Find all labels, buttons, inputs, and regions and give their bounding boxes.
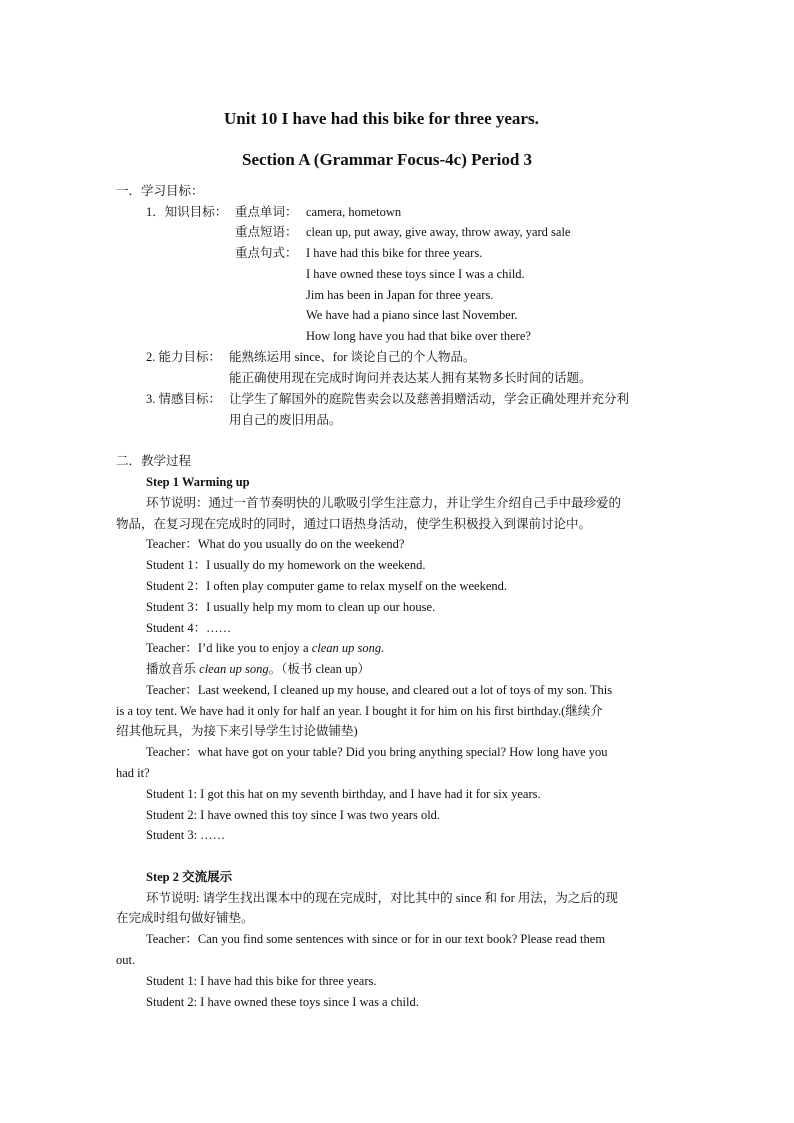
teacher-question-line: Teacher：what have got on your table? Did you bring anything special? How long have you: [146, 745, 608, 759]
dialogue-line: Student 4：……: [146, 621, 232, 635]
teacher-paragraph-line: is a toy tent. We have had it only for half an year. I bought it for him on his first birthday.(继续介: [116, 704, 603, 718]
student-answer: Student 1: I got this hat on my seventh birthday, and I have had it for six years.: [146, 787, 541, 801]
step1-note: 环节说明：通过一首节奏明快的儿歌吸引学生注意力，并让学生介绍自己手中最珍爱的: [146, 496, 622, 510]
music-line: [146, 661, 370, 677]
ability-line: 能熟练运用 since、for 谈论自己的个人物品。: [229, 350, 476, 364]
dialogue-line: Student 2：I often play computer game to relax myself on the weekend.: [146, 579, 508, 593]
objectives-heading: 一．学习目标：: [116, 184, 204, 198]
step1-title: Step 1 Warming up: [146, 475, 250, 489]
dialogue-line: Student 3：I usually help my mom to clean up our house.: [146, 600, 436, 614]
student-answer: Student 2: I have owned these toys since I was a child.: [146, 995, 419, 1009]
teacher-paragraph-line: 绍其他玩具，为接下来引导学生讨论做铺垫): [116, 724, 358, 738]
words-label: 重点单词：: [235, 205, 298, 219]
sentence-item: We have had a piano since last November.: [306, 308, 518, 322]
unit-title: Unit 10 I have had this bike for three years.: [224, 109, 539, 128]
knowledge-label: 1．知识目标：: [146, 205, 228, 219]
dialogue-line: Student 1：I usually do my homework on the weekend.: [146, 558, 426, 572]
words-text: camera, hometown: [306, 205, 402, 219]
section-title: Section A (Grammar Focus-4c) Period 3: [242, 150, 533, 169]
enjoy-song: clean up song.: [311, 641, 385, 655]
teacher-question-line: Teacher：Can you find some sentences with since or for in our text book? Please read them: [146, 932, 606, 946]
teacher-paragraph-line: Teacher：Last weekend, I cleaned up my house, and cleared out a lot of toys of my son. This: [146, 683, 613, 697]
step2-title: Step 2 交流展示: [146, 870, 233, 884]
student-answer: Student 1: I have had this bike for three years.: [146, 974, 377, 988]
ability-label: 2. 能力目标：: [146, 350, 222, 364]
music-suffix: 。（板书 clean up）: [268, 662, 370, 676]
sentence-item: Jim has been in Japan for three years.: [306, 288, 494, 302]
sentence-item: I have had this bike for three years.: [306, 246, 483, 260]
student-answer: Student 3: ……: [146, 828, 226, 842]
ability-line: 能正确使用现在完成时询问并表达某人拥有某物多长时间的话题。: [229, 371, 592, 385]
step2-note: 环节说明: 请学生找出课本中的现在完成时，对比其中的 since 和 for 用法，为之后的现: [146, 891, 618, 905]
process-heading: 二．教学过程: [116, 454, 192, 468]
music-prefix: 播放音乐: [146, 662, 200, 676]
step2-note: 在完成时组句做好铺垫。: [116, 911, 254, 925]
sentences-label: 重点句式：: [235, 246, 298, 260]
emotion-line: 让学生了解国外的庭院售卖会以及慈善捐赠活动，学会正确处理并充分利: [229, 392, 630, 406]
enjoy-prefix: Teacher：I’d like you to enjoy a: [146, 641, 312, 655]
sentence-item: How long have you had that bike over there?: [306, 329, 531, 343]
enjoy-song-line: [146, 640, 384, 656]
phrases-text: clean up, put away, give away, throw away, yard sale: [306, 225, 571, 239]
sentence-item: I have owned these toys since I was a child.: [306, 267, 525, 281]
dialogue-line: Teacher：What do you usually do on the weekend?: [146, 537, 405, 551]
phrases-label: 重点短语：: [235, 225, 298, 239]
emotion-label: 3. 情感目标：: [146, 392, 222, 406]
step1-note: 物品，在复习现在完成时的同时，通过口语热身活动，使学生积极投入到课前讨论中。: [116, 517, 592, 531]
student-answer: Student 2: I have owned this toy since I was two years old.: [146, 808, 441, 822]
music-song: clean up song: [199, 662, 269, 676]
teacher-question-line: out.: [116, 953, 136, 967]
emotion-line: 用自己的废旧用品。: [229, 413, 342, 427]
teacher-question-line: had it?: [116, 766, 150, 780]
